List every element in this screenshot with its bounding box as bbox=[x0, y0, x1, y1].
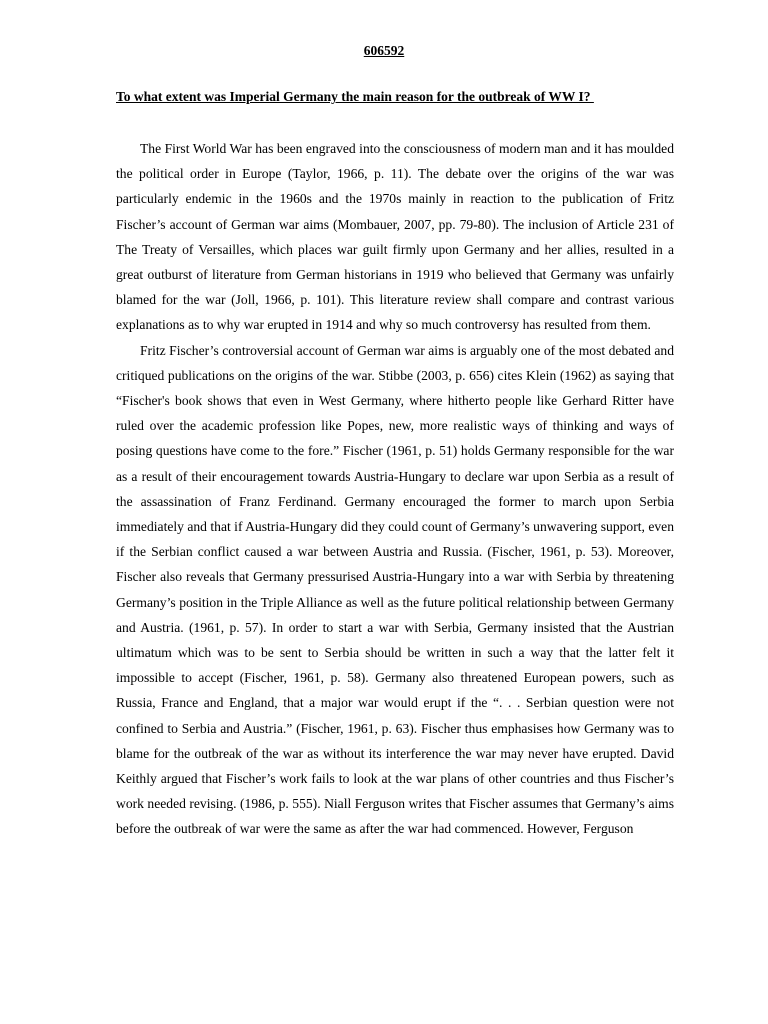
essay-title: To what extent was Imperial Germany the main reason for the outbreak of WW I? bbox=[116, 89, 594, 104]
paragraph-1: The First World War has been engraved into the consciousness of modern man and it has moulded the political order in Europe (Taylor, 1966, p. 11). The debate over the origins of the war was particularly endemic in the 1960s and the 1970s mainly in reaction to the publication of Fritz Fischer’s account of German war aims (Mombauer, 2007, pp. 79-80). The inclusion of Article 231 of The Treaty of Versailles, which places war guilt firmly upon Germany and her allies, resulted in a great outburst of literature from German historians in 1919 who believed that Germany was unfairly blamed for the war (Joll, 1966, p. 101). This literature review shall compare and contrast various explanations as to why war erupted in 1914 and why so much controversy has resulted from them. bbox=[116, 141, 674, 333]
paragraph-2: Fritz Fischer’s controversial account of German war aims is arguably one of the most debated and critiqued publications on the origins of the war. Stibbe (2003, p. 656) cites Klein (1962) as saying that “Fischer's book shows that even in West Germany, where hitherto people like Gerhard Ritter have ruled over the academic profession like Popes, new, more realistic ways of thinking and ways of posing questions have come to the fore.” Fischer (1961, p. 51) holds Germany responsible for the war as a result of their encouragement towards Austria-Hungary to declare war upon Serbia as a result of the assassination of Franz Ferdinand. Germany encouraged the former to march upon Serbia immediately and that if Austria-Hungary did they could count of Germany’s unwavering support, even if the Serbian conflict caused a war between Austria and Russia. (Fischer, 1961, p. 53). Moreover, Fischer also reveals that Germany pressurised Austria-Hungary into a war with Serbia by threatening Germany’s position in the Triple Alliance as well as the future political relationship between Germany and Austria. (1961, p. 57). In order to start a war with Serbia, Germany insisted that the Austrian ultimatum which was to be sent to Serbia should be written in such a way that the latter felt it impossible to accept (Fischer, 1961, p. 58). Germany also threatened European powers, such as Russia, France and England, that a major war would erupt if the “. . . Serbian question were not confined to Serbia and Austria.” (Fischer, 1961, p. 63). Fischer thus emphasises how Germany was to blame for the outbreak of the war as without its interference the war may never have erupted. David Keithly argued that Fischer’s work fails to look at the war plans of other countries and thus Fischer’s work needed revising. (1986, p. 555). Niall Ferguson writes that Fischer assumes that Germany’s aims before the outbreak of war were the same as after the war had commenced. However, Ferguson bbox=[116, 342, 674, 837]
essay-body bbox=[116, 136, 674, 842]
document-id: 606592 bbox=[363, 43, 405, 58]
